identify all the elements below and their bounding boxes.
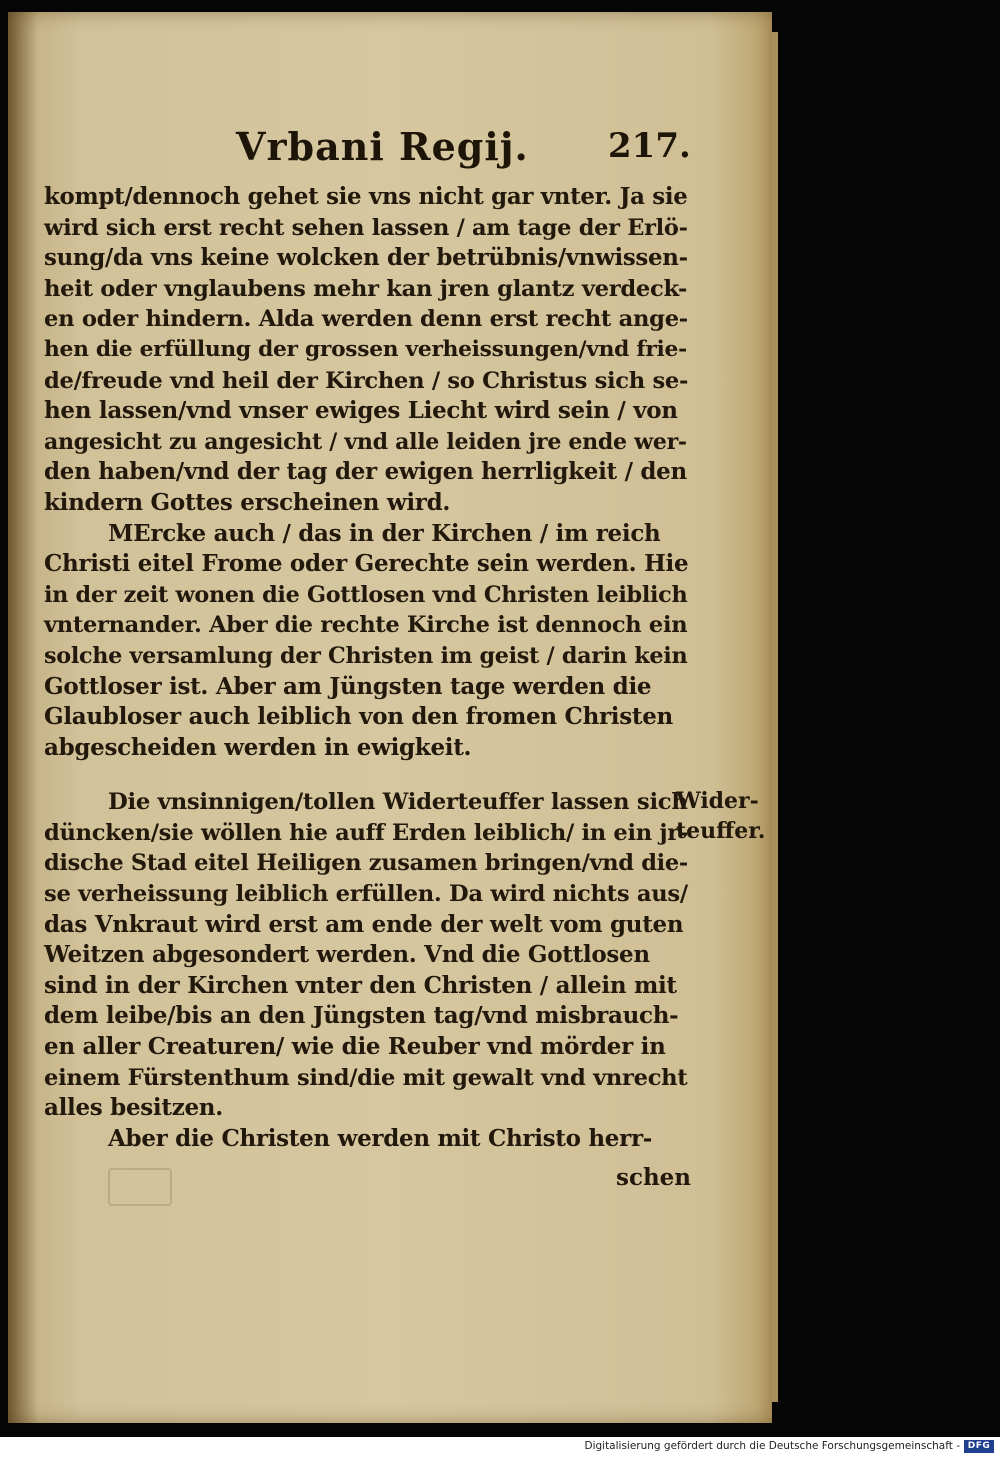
text-line: angesicht zu angesicht / vnd alle leiden jre ende wer- <box>44 428 687 455</box>
paragraph-gap <box>44 763 688 787</box>
text-line: hen lassen/vnd vnser ewiges Liecht wird sein / von <box>44 397 678 425</box>
text-line: hen die erfüllung der grossen verheissungen/vnd frie- <box>44 336 687 362</box>
text-line: vnternander. Aber die rechte Kirche ist dennoch ein <box>44 612 688 639</box>
text-line: sind in der Kirchen vnter den Christen / allein mit <box>44 971 677 999</box>
paragraph-first-line: Die vnsinnigen/tollen Widerteuffer lassen sich <box>108 789 688 816</box>
main-text-block <box>44 182 688 1154</box>
footer-bar <box>0 1437 1000 1457</box>
text-line: dem leibe/bis an den Jüngsten tag/vnd misbrauch- <box>44 1002 679 1030</box>
text-line: Glaubloser auch leiblich von den fromen Christen <box>44 703 673 731</box>
page-number: 217. <box>608 126 691 166</box>
book-page <box>8 12 772 1423</box>
text-line: Christi eitel Frome oder Gerechte sein werden. Hie <box>44 550 689 578</box>
faint-library-stamp <box>108 1168 172 1206</box>
text-line: solche versamlung der Christen im geist / darin kein <box>44 642 688 669</box>
paragraph-first-line: MErcke auch / das in der Kirchen / im reich <box>108 519 661 547</box>
text-line: den haben/vnd der tag der ewigen herrligkeit / den <box>44 458 687 486</box>
text-line: wird sich erst recht sehen lassen / am tage der Erlö- <box>44 214 688 241</box>
paragraph-first-line: Aber die Christen werden mit Christo herr- <box>108 1124 653 1152</box>
text-line: kompt/dennoch gehet sie vns nicht gar vnter. Ja sie <box>44 184 688 210</box>
text-line: in der zeit wonen die Gottlosen vnd Christen leiblich <box>44 581 688 608</box>
text-line: de/freude vnd heil der Kirchen / so Christus sich se- <box>44 367 689 394</box>
text-line: dische Stad eitel Heiligen zusamen bringen/vnd die- <box>44 850 688 877</box>
text-line: einem Fürstenthum sind/die mit gewalt vnd vnrecht <box>44 1064 688 1091</box>
text-line: Gottloser ist. Aber am Jüngsten tage werden die <box>44 672 652 700</box>
dfg-logo: DFG <box>964 1440 994 1453</box>
text-line: abgescheiden werden in ewigkeit. <box>44 733 472 761</box>
text-line: en oder hindern. Alda werden denn erst recht ange- <box>44 306 688 333</box>
marginal-note-line: Wider- <box>676 788 759 814</box>
text-line: alles besitzen. <box>44 1094 223 1122</box>
text-line: se verheissung leiblich erfüllen. Da wird nichts aus/ <box>44 881 688 908</box>
running-title: Vrbani Regij. <box>236 124 529 169</box>
marginal-note <box>676 786 786 846</box>
funding-credit: Digitalisierung gefördert durch die Deutsche Forschungsgemeinschaft - <box>584 1440 960 1452</box>
page-edge <box>772 32 778 1402</box>
text-line: düncken/sie wöllen hie auff Erden leiblich/ in ein jr- <box>44 819 688 846</box>
page-gutter-shadow <box>8 12 38 1423</box>
text-line: sung/da vns keine wolcken der betrübnis/vnwissen- <box>44 245 688 272</box>
text-line: das Vnkraut wird erst am ende der welt vom guten <box>44 910 684 938</box>
catchword: schen <box>616 1164 692 1191</box>
text-line: Weitzen abgesondert werden. Vnd die Gottlosen <box>44 941 650 969</box>
text-line: en aller Creaturen/ wie die Reuber vnd mörder in <box>44 1033 666 1061</box>
marginal-note-line: teuffer. <box>676 818 766 844</box>
text-line: kindern Gottes erscheinen wird. <box>44 488 451 516</box>
text-line: heit oder vnglaubens mehr kan jren glantz verdeck- <box>44 275 688 302</box>
